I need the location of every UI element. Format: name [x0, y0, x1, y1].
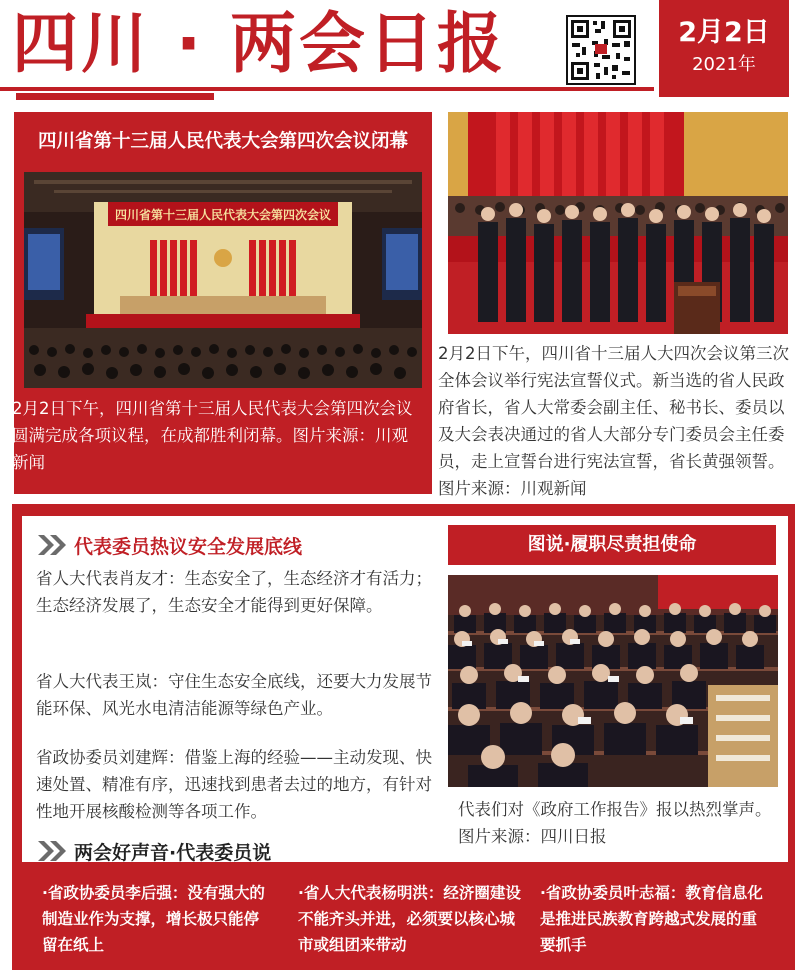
double-chevron-icon: [36, 839, 70, 863]
quote-liu-jianhui: 省政协委员刘建辉：借鉴上海的经验——主动发现、快速处置、精准有序，迅速找到患者去过的地方，有针对性地开展核酸检测等各项工作。: [36, 748, 432, 821]
discussion-heading-text: 代表委员热议安全发展底线: [74, 535, 303, 558]
quote-xiao-youcai: 省人大代表肖友才：生态安全了，生态经济才有活力；生态经济发展了，生态安全才能得到更好保障。: [36, 569, 432, 615]
applause-photo: [448, 575, 778, 787]
applause-caption: 代表们对《政府工作报告》报以热烈掌声。图片来源：四川日报: [458, 800, 772, 846]
voices-heading: [36, 836, 271, 866]
closing-session-heading: 四川省第十三届人民代表大会第四次会议闭幕: [37, 131, 408, 152]
voice-yang-minghong: ·省人大代表杨明洪：经济圈建设不能齐头并进，必须要以核心城市或组团来带动: [298, 884, 521, 954]
double-chevron-icon: [36, 533, 70, 557]
title-accent-rule: [16, 93, 214, 100]
closing-session-caption: 2月2日下午，四川省第十三届人民代表大会第四次会议圆满完成各项议程，在成都胜利闭幕。图片来源：川观新闻: [12, 399, 413, 472]
qr-code-icon: [566, 15, 636, 85]
issue-year: 2021年: [692, 54, 756, 75]
issue-date-box: [659, 0, 789, 97]
oath-ceremony-photo: [448, 112, 788, 334]
voice-li-houqiang: ·省政协委员李后强：没有强大的制造业作为支撑，增长极只能停留在纸上: [42, 884, 265, 954]
oath-ceremony-caption: 2月2日下午，四川省十三届人大四次会议第三次全体会议举行宪法宣誓仪式。新当选的省人民政府省长，省人大常委会副主任、秘书长、委员以及大会表决通过的省人大部分专门委员会主任委员，走上宣誓台进行宪法宣誓，省长黄强领誓。图片来源：川观新闻: [438, 344, 789, 498]
masthead: [0, 0, 800, 100]
photo-story-banner: 图说·履职尽责担使命: [448, 525, 776, 565]
voice-ye-zhifu: ·省政协委员叶志福：教育信息化是推进民族教育跨越式发展的重要抓手: [540, 884, 763, 954]
quote-wang-lan: 省人大代表王岚：守住生态安全底线，还要大力发展节能环保、风光水电清洁能源等绿色产业。: [36, 672, 432, 718]
voices-heading-text: 两会好声音·代表委员说: [74, 841, 272, 864]
issue-date: 2月2日: [678, 17, 770, 48]
discussion-heading: [36, 530, 302, 560]
title-rule: [0, 87, 654, 91]
assembly-hall-photo: [24, 172, 422, 388]
hall-banner-text: 四川省第十三届人民代表大会第四次会议: [114, 208, 332, 222]
newspaper-title: 四川 · 两会日报: [12, 5, 507, 82]
